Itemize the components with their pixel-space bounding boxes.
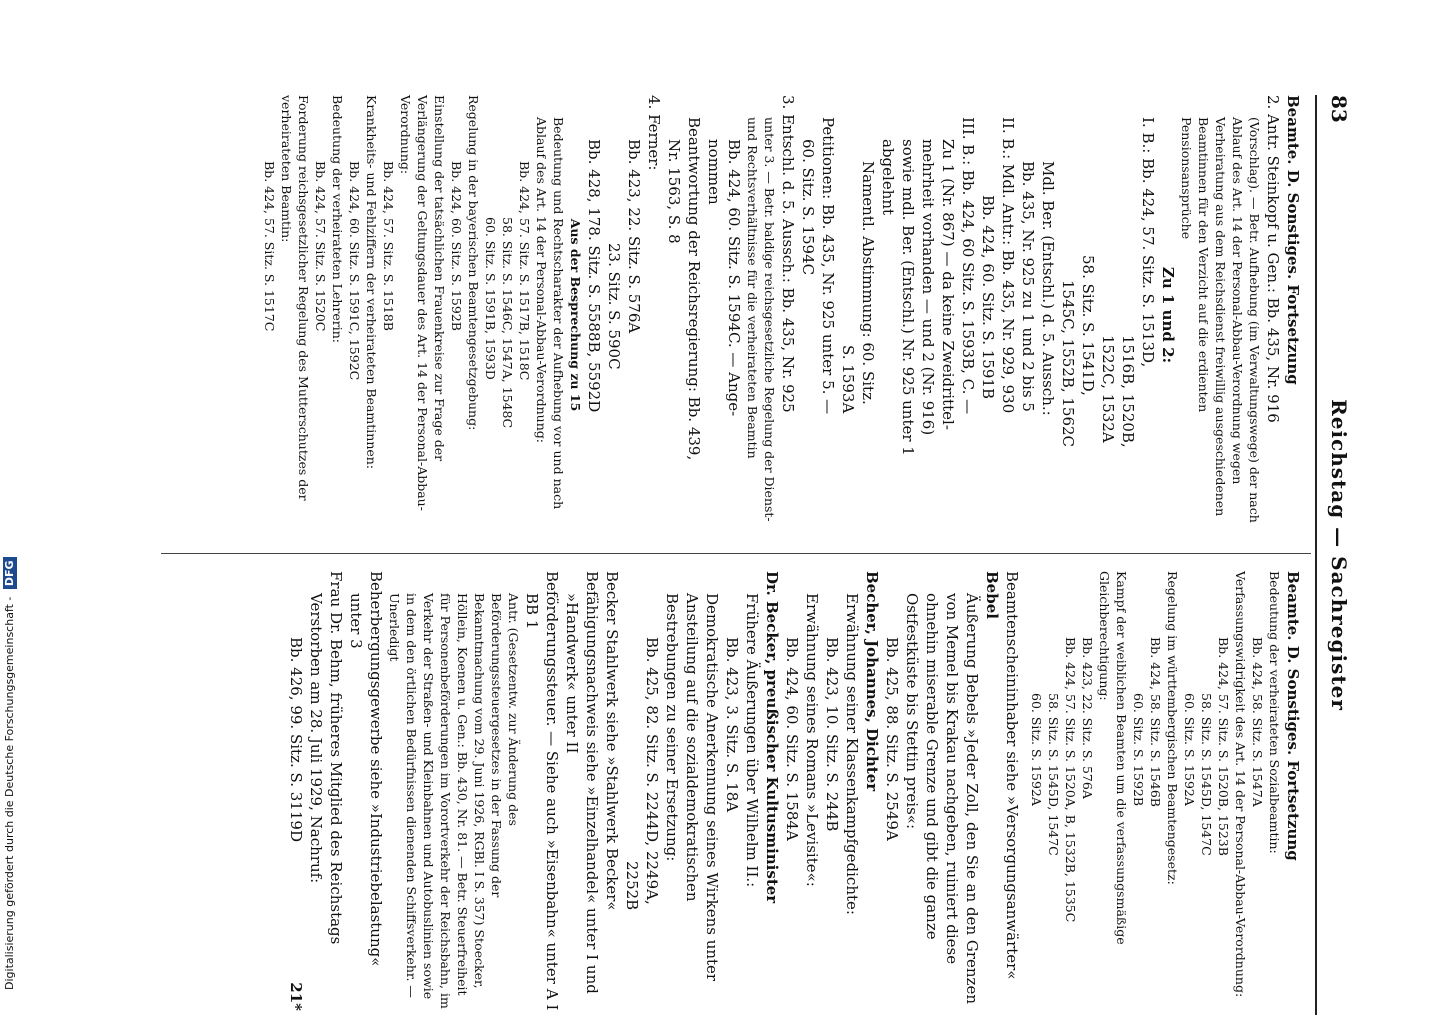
entry-note: Antr. (Gesetzentw. zur Änderung des Beförderungssteuergesetzes in der Fassung der Bekanntmachung vom 29. Juni 1926, RGBl. I S. 357) Stoecker, Höllein, Koenen u. Gen.: Bb. 430, Nr. 81. — Betr. Steuerfreiheit für Personenbeförderungen im Vorortverkehr der Reichsbahn, im Verkehr der Straßen- und Kleinbahnen und Autobuslinien sowie in dem den örtlichen Bedürfnissen dienenden Schiffsverkehr. — Unerledigt [387, 593, 521, 1009]
entry-line: Frühere Äußerungen über Wilhelm II.: [743, 593, 761, 888]
right-column [286, 571, 1303, 1011]
keyword-entry: Beamtenscheininhaber siehe »Versorgungsanwärter« [1003, 571, 1021, 980]
entry-line: Erwähnung seines Romans »Levisite«: [803, 593, 821, 887]
entry-note: Bedeutung und Rechtscharakter der Aufhebung vor und nach Ablauf des Art. 14 der Personal-Abbau-Verordnung: [534, 117, 566, 510]
left-column [261, 95, 1303, 535]
keyword-entry: Frau Dr. Behm, früheres Mitglied des Reichstags [327, 571, 345, 945]
entry-note: Verfassungswidrigkeit des Art. 14 der Personal-Abbau-Verordnung: [1233, 571, 1248, 998]
entry-note: Bb. 424, 57. Sitz. S. 1520C [313, 161, 328, 332]
entry-line: 1522C, 1532A [1099, 335, 1117, 443]
entry-note: unter 3. — Betr. baldige reichsgesetzliche Regelung der Dienst- und Rechtsverhältnisse für die verheirateten Beamtin [745, 117, 777, 522]
entry-note: 58. Sitz. S. 1545D, 1547C [1046, 693, 1061, 856]
column-divider [161, 553, 1311, 554]
signature-mark: 21* [287, 982, 305, 1011]
entry-note: (Vorschlag). — Betr. Aufhebung (im Verwaltungswege) der nach Ablauf des Art. 14 der Personal-Abbau-Verordnung wegen Verheiratung aus dem Reichsdienst freiwillig ausgeschiedenen Beamtinnen für den Verzicht auf die erdienten Pensionsansprüche [1179, 117, 1262, 523]
keyword: Becher, Johannes, Dichter [863, 571, 881, 792]
entry-note: 60. Sitz. S. 1591B, 1593D [483, 217, 498, 380]
entry-line: Bb. 425, 82. Sitz. S. 2244D, 2249A, [643, 637, 661, 905]
entry-note: Regelung in der bayerischen Beamtengesetzgebung: [466, 95, 481, 431]
keyword-entry: Becker Stahlwerk siehe »Stahlwerk Becker« [603, 571, 621, 911]
entry-line: Bb. 425, 88. Sitz. S. 2549A [883, 637, 901, 841]
entry-line: Nr. 1563, S. 8 [665, 139, 683, 244]
entry-note: Einstellung der tatsächlichen Frauenkreise zur Frage der Verlängerung der Geltungsdauer des Art. 14 der Personal-Abbau-Verordnung: [398, 95, 447, 511]
entry-note: Forderung reichsgesetzlicher Regelung des Mutterschutzes der verheirateten Beamtin: [279, 95, 311, 501]
entry-line: Bb. 423, 10. Sitz. S. 244B [823, 637, 841, 832]
entry-note: 60. Sitz. S. 1592A [1182, 693, 1197, 806]
entry-line: nommen [705, 139, 723, 205]
entry-line: III. B.: Bb. 424, 60 Sitz. S. 1593B, C. — [959, 117, 977, 415]
entry-note: 60. Sitz. S. 1592A [1029, 693, 1044, 806]
entry-note: Bb. 424, 58. Sitz. S. 1547A [1250, 637, 1265, 807]
entry-note: Kampf der weiblichen Beamten um die verfassungsmäßige Gleichberechtigung: [1097, 571, 1129, 945]
entry-note: Bedeutung der verheirateten Lehrerin: [330, 95, 345, 344]
entry-note: Bb. 423, 22. Sitz. S. 576A [1080, 637, 1095, 799]
entry-note: Bb. 424, 57. Sitz. S. 1517C [262, 161, 277, 332]
entry-line: Mdl. Ber. (Entschl.) d. 5. Aussch.: [1039, 161, 1057, 416]
entry-note: Bb. 424, 57. Sitz. S. 1518B [381, 161, 396, 331]
entry-note: Bb. 424, 58. Sitz. S. 1546B [1148, 637, 1163, 807]
entry-line: S. 1593A [839, 345, 857, 414]
entry-line: 4. Ferner: [645, 95, 663, 171]
keyword-entry: Beförderungssteuer. — Siehe auch »Eisenbahn« unter A I BB 1 [523, 571, 561, 1011]
running-title: Reichstag — Sachregister [1327, 399, 1351, 711]
entry-note: Bb. 424, 57. Sitz. S. 1520B, 1523B [1216, 637, 1231, 856]
entry-note: Regelung im württembergischen Beamtengesetz: [1165, 571, 1180, 885]
entry-line: 60. Sitz. S. 1594C [799, 139, 817, 276]
right-column-heading: Beamte. D. Sonstiges. Fortsetzung [1284, 571, 1302, 861]
keyword: Bebel [983, 571, 1001, 619]
entry-line: Bb. 424, 60. Sitz. S. 1584A [783, 637, 801, 841]
entry-line: Beantwortung der Reichsregierung: Bb. 439, [685, 117, 703, 461]
entry-line: Äußerung Bebels »Jeder Zoll, den Sie an den Grenzen von Memel bis Krakau nachgeben, ruiniert diese ohnehin miserable Grenze und gibt die ganze Ostfestküste bis Stettin preis«: [903, 593, 981, 1004]
left-column-heading: Beamte. D. Sonstiges. Fortsetzung [1284, 95, 1302, 385]
keyword-entry: Befähigungsnachweis siehe »Einzelhandel« unter I und »Handwerk« unter II [563, 571, 601, 994]
dfg-logo: DFG [3, 557, 17, 589]
digitization-credit [0, 0, 20, 1000]
entry-line: Bb. 424, 60. Sitz. S. 1594C. — Ange- [725, 139, 743, 417]
entry-line: Bb. 426, 99. Sitz. S. 3119D [287, 637, 305, 842]
entry-note: Bb. 424, 60. Sitz. S. 1591C, 1592C [347, 161, 362, 381]
entry-line: sowie mdl. Ber. (Entschl.) Nr. 925 unter 1 [899, 139, 917, 456]
entry-note: Krankheits- und Fehlziffern der verheirateten Beamtinnen: [364, 95, 379, 470]
subheading: Aus der Besprechung zu 15 [568, 218, 583, 412]
entry-line: Erwähnung seiner Klassenkampfgedichte: [843, 593, 861, 915]
entry-line: Bb. 424, 60. Sitz. S. 1591B [979, 195, 997, 399]
entry-line: 1545C, 1552B, 1562C [1059, 280, 1077, 448]
entry-line: Zu 1 (Nr. 867) — da keine Zweidrittel- [939, 139, 957, 430]
entry-line: 2252B [623, 861, 641, 911]
keyword-entry: Beherbergungsgewerbe siehe »Industriebelastung« unter 3 [347, 571, 385, 967]
entry-line: Bb. 435, Nr. 925 zu 1 und 2 bis 5 [1019, 161, 1037, 412]
entry-line: II. B.: Mdl. Antr.: Bb. 435, Nr. 929, 930 [999, 117, 1017, 414]
entry-note: 58. Sitz. S. 1545D, 1547C [1199, 693, 1214, 856]
credit-text: Digitalisierung gefördert durch die Deutsche Forschungsgemeinschaft - [3, 596, 16, 990]
entry-line: Bb. 423, 22. Sitz. S. 576A [625, 139, 643, 334]
entry-line: Namentl. Abstimmung: 60. Sitz. [859, 161, 877, 405]
subheading: Zu 1 und 2: [1159, 266, 1177, 364]
header-rule [1315, 95, 1317, 1015]
entry-line: Demokratische Anerkennung seines Wirkens unter Ansteilung auf die sozialdemokratischen Bestrebungen zu seiner Ersetzung: [663, 593, 721, 982]
entry-line: 58. Sitz. S. 1541D, [1079, 255, 1097, 396]
register-page [105, 95, 1355, 1015]
entry-line: 2. Antr. Steinkopf u. Gen.: Bb. 435, Nr. 916 [1264, 95, 1282, 423]
entry-note: 58. Sitz. S. 1546C, 1547A, 1548C [500, 217, 515, 429]
entry-line: Verstorben am 28. Juli 1929, Nachruf: [307, 593, 325, 884]
entry-note: Bedeutung der verheirateten Sozialbeamtin: [1267, 571, 1282, 854]
entry-note: 60. Sitz. S. 1592B [1131, 693, 1146, 807]
entry-note: Bb. 424, 57. Sitz. S. 1517B, 1518C [517, 161, 532, 381]
page-number: 83 [1327, 95, 1351, 123]
entry-line: abgelehnt [879, 139, 897, 216]
entry-line: 1516B, 1520B, [1119, 335, 1137, 448]
entry-line: Petitionen: Bb. 435, Nr. 925 unter 5. — [819, 117, 837, 415]
entry-line: I. B.: Bb. 424, 57. Sitz. S. 1513D, [1139, 117, 1157, 368]
entry-line: 23. Sitz. S. 590C [605, 243, 623, 370]
entry-line: Bb. 428, 178. Sitz. S. 5588B, 5592D [585, 139, 603, 413]
entry-line: 3. Entschl. d. 5. Aussch.: Bb. 435, Nr. 925 [779, 95, 797, 413]
entry-note: Bb. 424, 60. Sitz. S. 1592B [449, 161, 464, 331]
entry-note: Bb. 424, 57. Sitz. S. 1520A, B, 1532B, 1535C [1063, 637, 1078, 923]
page-header [1315, 95, 1355, 1015]
entry-line: Bb. 423, 3. Sitz. S. 18A [723, 637, 741, 813]
entry-line: mehrheit vorhanden — und 2 (Nr. 916) [919, 139, 937, 436]
keyword: Dr. Becker, preußischer Kultusminister [763, 571, 781, 904]
